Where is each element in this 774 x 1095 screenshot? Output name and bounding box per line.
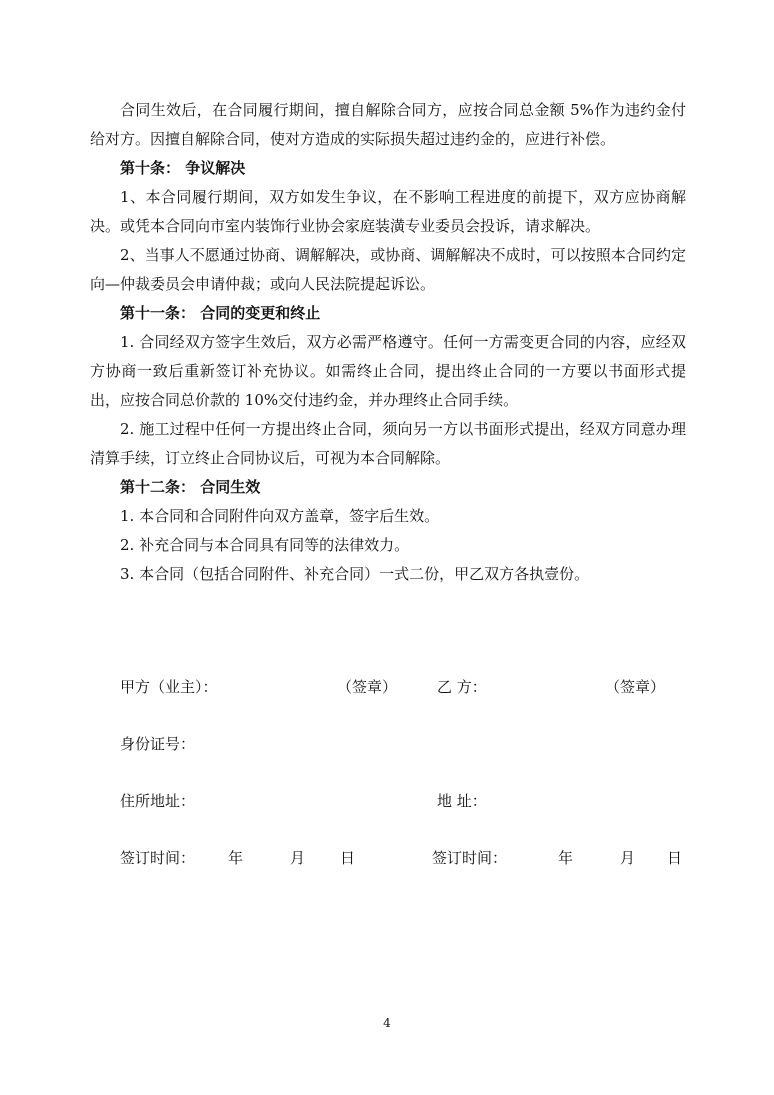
article-10-clause-2: 2、当事人不愿通过协商、调解解决，或协商、调解解决不成时，可以按照本合同约定向—仲裁委员会申请仲裁；或向人民法院提起诉讼。 <box>90 246 686 293</box>
termination-penalty-paragraph: 合同生效后，在合同履行期间，擅自解除合同方，应按合同总金额 5%作为违约金付给对方。因擅自解除合同，使对方造成的实际损失超过违约金的，应进行补偿。 <box>90 101 686 148</box>
party-b-date-label: 签订时间： <box>432 849 508 867</box>
party-a-date-day: 日 <box>340 849 356 867</box>
party-a-date-label: 签订时间： <box>120 849 196 867</box>
party-a-label: 甲方（业主）： <box>120 678 218 696</box>
party-a-date-year: 年 <box>228 849 244 867</box>
article-10-clause-1: 1、本合同履行期间，双方如发生争议，在不影响工程进度的前提下，双方应协商解决。或凭本合同向市室内装饰行业协会家庭装潢专业委员会投诉，请求解决。 <box>90 188 686 235</box>
article-11-clause-2: 2. 施工过程中任何一方提出终止合同，须向另一方以书面形式提出，经双方同意办理清算手续，订立终止合同协议后，可视为本合同解除。 <box>90 420 686 467</box>
article-10-title: 第十条： 争议解决 <box>120 159 246 177</box>
party-b-date-year: 年 <box>558 849 574 867</box>
contract-body <box>90 96 686 589</box>
article-12-clause-3: 3. 本合同（包括合同附件、补充合同）一式二份，甲乙双方各执壹份。 <box>120 565 590 583</box>
article-11-clause-1: 1. 合同经双方签字生效后，双方必需严格遵守。任何一方需变更合同的内容，应经双方协商一致后重新签订补充协议。如需终止合同，提出终止合同的一方要以书面形式提出，应按合同总价款的 10%交付违约金，并办理终止合同手续。 <box>90 333 686 409</box>
party-a-seal: （签章） <box>337 678 398 696</box>
article-12-clause-2: 2. 补充合同与本合同具有同等的法律效力。 <box>120 536 410 554</box>
article-12-clause-1: 1. 本合同和合同附件向双方盖章，签字后生效。 <box>120 507 440 525</box>
page-number: 4 <box>383 1016 391 1030</box>
party-b-date-month: 月 <box>620 849 636 867</box>
id-number-label: 身份证号： <box>120 735 196 753</box>
party-b-address-label: 地 址： <box>437 792 487 810</box>
party-b-seal: （签章） <box>605 678 666 696</box>
party-b-label: 乙 方： <box>437 678 487 696</box>
article-12-title: 第十二条： 合同生效 <box>120 478 261 496</box>
party-a-date-month: 月 <box>290 849 306 867</box>
party-a-address-label: 住所地址： <box>120 792 196 810</box>
party-b-date-day: 日 <box>667 849 683 867</box>
article-11-title: 第十一条： 合同的变更和终止 <box>120 304 321 322</box>
